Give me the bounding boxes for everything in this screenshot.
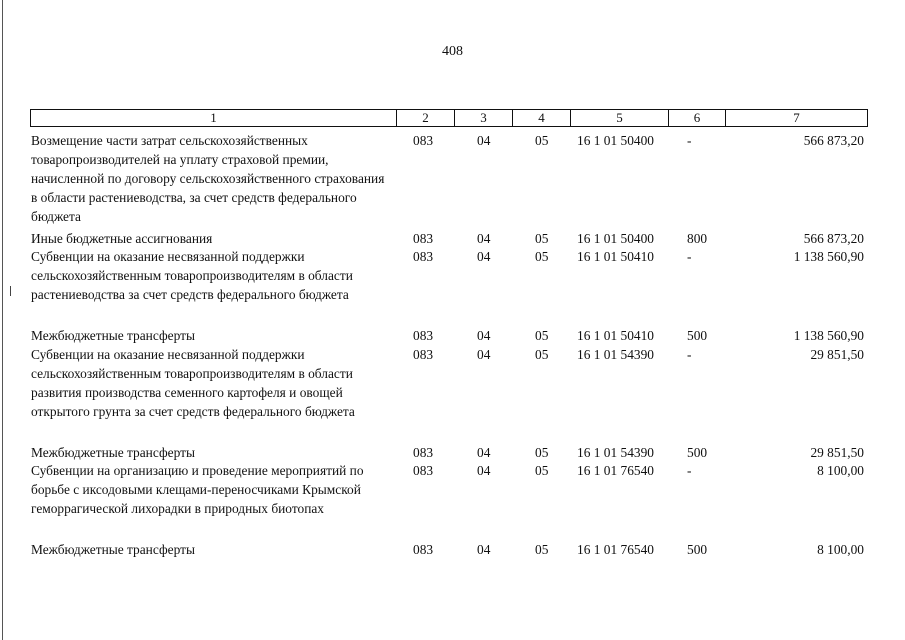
row-col-4: 05 <box>535 463 549 478</box>
row-col-4: 05 <box>535 542 549 557</box>
row-col-3: 04 <box>477 133 491 148</box>
row-amount: 8 100,00 <box>817 463 864 478</box>
row-description: Субвенции на организацию и проведение мероприятий по борьбе с иксодовыми клещами-переносчиками Крымской геморрагической лихорадки в природных биотопах <box>31 463 364 516</box>
table-header <box>30 109 868 127</box>
row-col-6: 500 <box>687 445 708 460</box>
scan-edge-line <box>2 0 3 640</box>
row-amount: 29 851,50 <box>810 445 864 460</box>
row-col-5: 16 1 01 50410 <box>577 249 654 264</box>
row-description: Субвенции на оказание несвязанной поддержки сельскохозяйственным товаропроизводителям в области развития производства семенного картофеля и овощей открытого грунта за счет средств федерального бюджета <box>31 347 355 419</box>
row-col-4: 05 <box>535 328 549 343</box>
row-col-3: 04 <box>477 463 491 478</box>
row-col-4: 05 <box>535 249 549 264</box>
row-col-2: 083 <box>413 347 434 362</box>
row-col-3: 04 <box>477 347 491 362</box>
row-description: Межбюджетные трансферты <box>31 445 195 460</box>
page-number: 408 <box>442 44 463 59</box>
header-col-4: 4 <box>513 110 571 127</box>
row-col-3: 04 <box>477 445 491 460</box>
row-col-6: - <box>687 249 692 264</box>
row-description: Межбюджетные трансферты <box>31 542 195 557</box>
header-col-7: 7 <box>726 110 868 127</box>
header-col-3: 3 <box>455 110 513 127</box>
row-col-5: 16 1 01 76540 <box>577 542 654 557</box>
row-col-2: 083 <box>413 328 434 343</box>
row-amount: 8 100,00 <box>817 542 864 557</box>
row-description: Межбюджетные трансферты <box>31 328 195 343</box>
row-amount: 29 851,50 <box>810 347 864 362</box>
row-amount: 1 138 560,90 <box>793 249 864 264</box>
row-col-6: - <box>687 347 692 362</box>
row-col-5: 16 1 01 54390 <box>577 347 654 362</box>
row-col-6: - <box>687 133 692 148</box>
row-col-4: 05 <box>535 347 549 362</box>
row-col-5: 16 1 01 50410 <box>577 328 654 343</box>
row-col-4: 05 <box>535 231 549 246</box>
row-col-5: 16 1 01 54390 <box>577 445 654 460</box>
row-col-5: 16 1 01 50400 <box>577 231 654 246</box>
row-col-6: 500 <box>687 542 708 557</box>
row-col-3: 04 <box>477 542 491 557</box>
header-col-2: 2 <box>397 110 455 127</box>
row-col-2: 083 <box>413 231 434 246</box>
row-col-5: 16 1 01 76540 <box>577 463 654 478</box>
row-amount: 1 138 560,90 <box>793 328 864 343</box>
row-col-3: 04 <box>477 328 491 343</box>
header-col-5: 5 <box>571 110 669 127</box>
row-col-6: - <box>687 463 692 478</box>
row-col-3: 04 <box>477 249 491 264</box>
row-amount: 566 873,20 <box>803 231 864 246</box>
row-description: Субвенции на оказание несвязанной поддержки сельскохозяйственным товаропроизводителям в области растениеводства за счет средств федерального бюджета <box>31 249 353 302</box>
row-description: Иные бюджетные ассигнования <box>31 231 213 246</box>
row-col-2: 083 <box>413 463 434 478</box>
row-col-2: 083 <box>413 542 434 557</box>
row-amount: 566 873,20 <box>803 133 864 148</box>
row-col-4: 05 <box>535 133 549 148</box>
header-col-6: 6 <box>669 110 726 127</box>
row-col-3: 04 <box>477 231 491 246</box>
scan-mark <box>10 286 11 296</box>
row-col-2: 083 <box>413 249 434 264</box>
row-col-6: 500 <box>687 328 708 343</box>
row-description: Возмещение части затрат сельскохозяйственных товаропроизводителей на уплату страховой премии, начисленной по договору сельскохозяйственного страхования в области растениеводства, за счет средств федерального бюджета <box>31 133 385 224</box>
row-col-2: 083 <box>413 445 434 460</box>
row-col-2: 083 <box>413 133 434 148</box>
row-col-4: 05 <box>535 445 549 460</box>
row-col-5: 16 1 01 50400 <box>577 133 654 148</box>
header-col-1: 1 <box>31 110 397 127</box>
row-col-6: 800 <box>687 231 708 246</box>
